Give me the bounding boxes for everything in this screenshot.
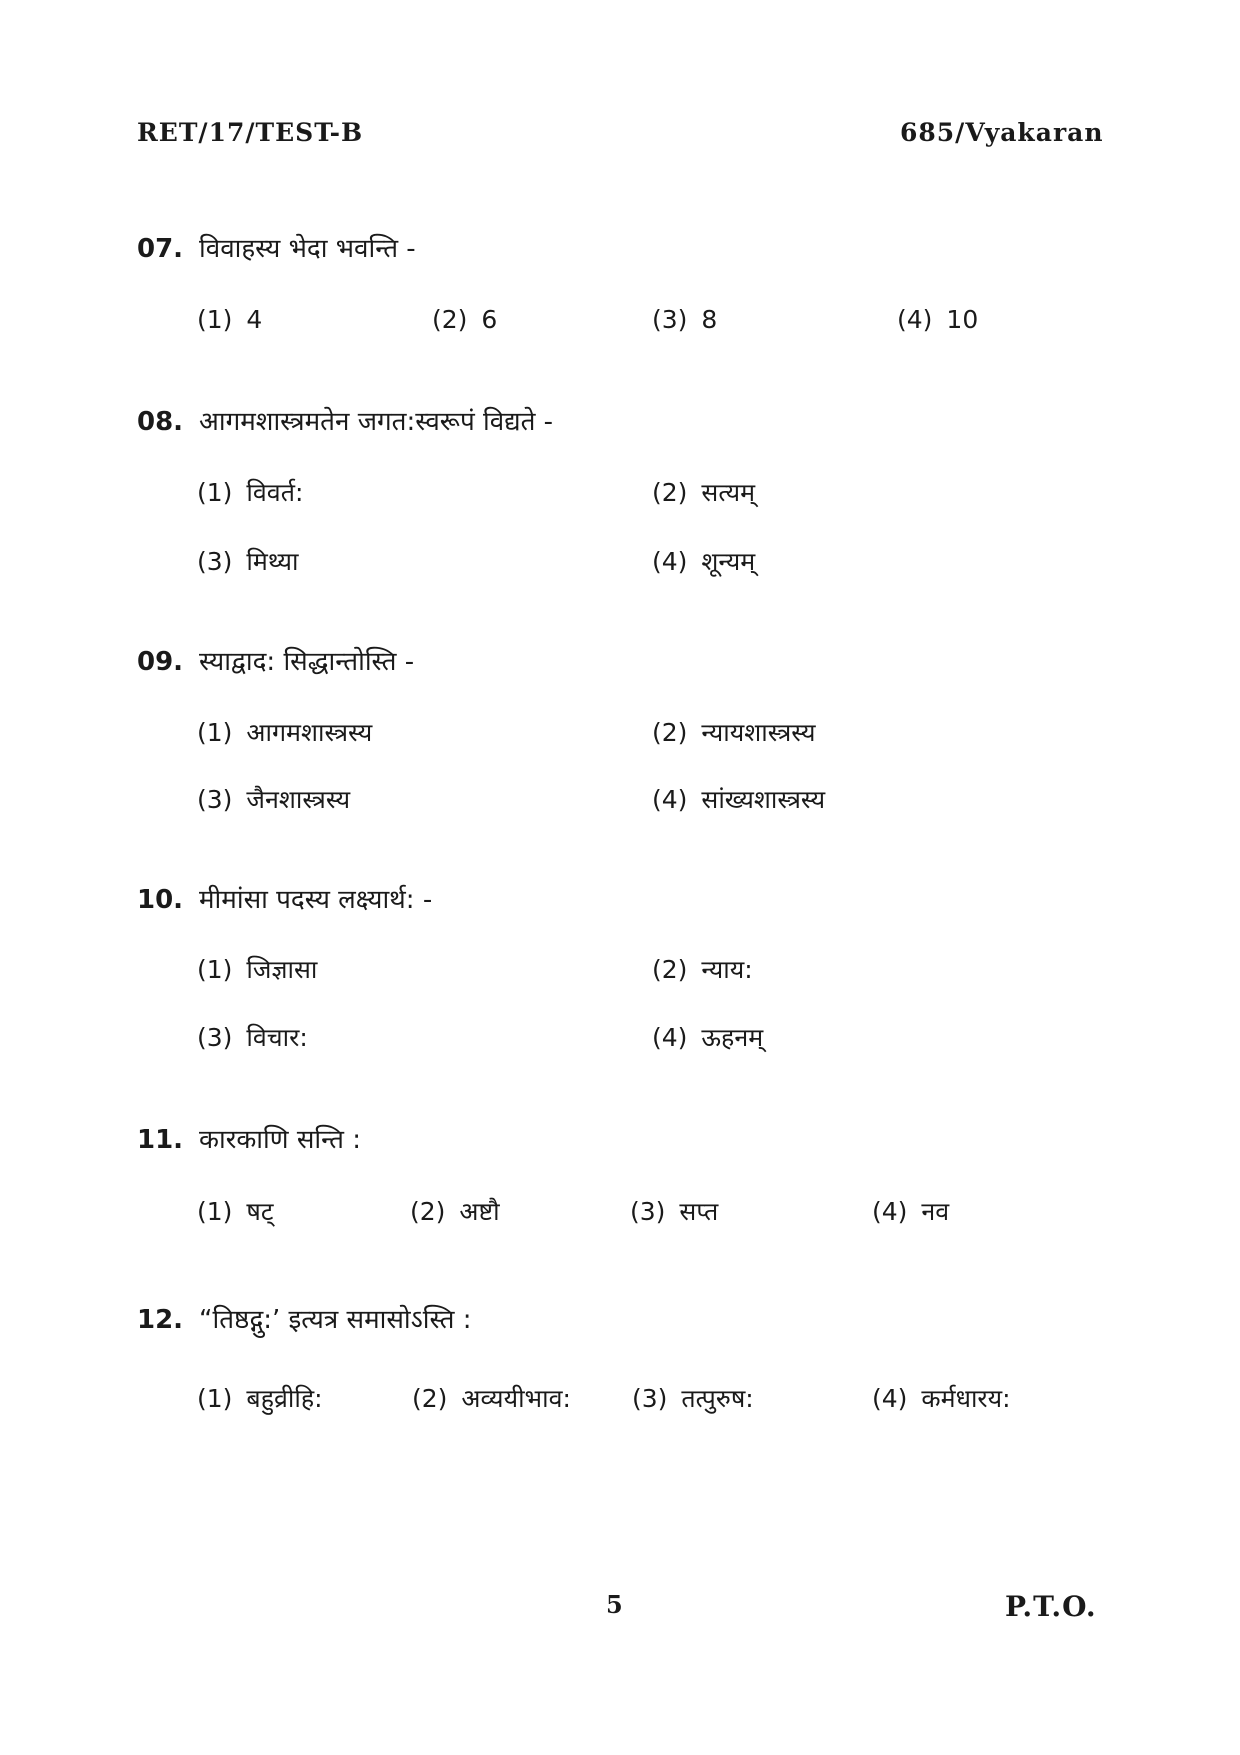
option-number: (2) [652,955,688,984]
option-number: (4) [652,1023,688,1052]
option-2 [652,953,753,987]
option-text: विचार: [246,1023,308,1052]
option-3 [652,303,717,337]
option-2 [432,303,497,337]
option-number: (2) [412,1384,448,1413]
option-2 [412,1382,571,1416]
option-number: (1) [197,478,233,507]
option-text: आगमशास्त्रस्य [246,718,373,747]
option-1 [197,716,372,750]
option-number: (1) [197,305,233,334]
option-number: (1) [197,718,233,747]
option-number: (3) [652,305,688,334]
question-number: 11. [137,1125,184,1155]
option-3 [197,1021,308,1055]
option-number: (2) [410,1197,446,1226]
option-text: 6 [481,305,498,334]
option-4 [652,783,825,817]
option-text: न्यायशास्त्रस्य [701,718,816,747]
question-number: 08. [137,407,184,437]
option-2 [652,476,755,510]
option-text: सप्त [679,1197,719,1226]
paper-code: RET/17/TEST-B [137,118,364,147]
option-text: बहुव्रीहि: [246,1384,323,1413]
question-10 [137,883,432,917]
option-number: (3) [197,785,233,814]
option-text: विवर्त: [246,478,304,507]
option-1 [197,476,303,510]
option-number: (4) [652,547,688,576]
option-number: (1) [197,1197,233,1226]
question-12 [137,1303,472,1337]
option-number: (1) [197,1384,233,1413]
option-text: 4 [246,305,263,334]
option-2 [652,716,816,750]
option-2 [410,1195,500,1229]
option-text: जैनशास्त्रस्य [246,785,351,814]
question-text: मीमांसा पदस्य लक्ष्यार्थ: - [199,885,433,915]
option-number: (3) [632,1384,668,1413]
option-text: षट् [246,1197,274,1226]
option-text: ऊहनम् [701,1023,764,1052]
question-text: कारकाणि सन्ति : [199,1125,361,1155]
option-3 [632,1382,754,1416]
option-number: (4) [897,305,933,334]
option-number: (2) [652,718,688,747]
option-3 [197,783,350,817]
option-text: जिज्ञासा [246,955,318,984]
option-1 [197,1382,323,1416]
question-number: 07. [137,234,184,264]
option-text: न्याय: [701,955,753,984]
option-3 [197,545,298,579]
question-11 [137,1123,361,1157]
option-text: 8 [701,305,718,334]
option-4 [652,545,755,579]
question-text: “तिष्ठद्गु:’ इत्यत्र समासोऽस्ति : [199,1305,472,1335]
option-text: 10 [946,305,979,334]
option-text: सांख्यशास्त्रस्य [701,785,826,814]
option-text: नव [921,1197,950,1226]
option-text: शून्यम् [701,547,756,576]
question-08 [137,405,553,439]
option-text: अव्ययीभाव: [461,1384,571,1413]
question-text: विवाहस्य भेदा भवन्ति - [199,234,416,264]
option-number: (4) [872,1197,908,1226]
page-number: 5 [606,1590,623,1619]
option-text: अष्टौ [459,1197,500,1226]
pto-label: P.T.O. [1005,1590,1097,1623]
subject-code: 685/Vyakaran [900,118,1104,147]
option-number: (2) [652,478,688,507]
question-number: 12. [137,1305,184,1335]
option-text: मिथ्या [246,547,299,576]
question-text: स्याद्वाद: सिद्धान्तोस्ति - [199,647,415,677]
option-text: कर्मधारय: [921,1384,1011,1413]
question-text: आगमशास्त्रमतेन जगत:स्वरूपं विद्यते - [199,407,554,437]
option-text: सत्यम् [701,478,756,507]
option-number: (3) [197,1023,233,1052]
option-4 [872,1382,1011,1416]
option-number: (3) [197,547,233,576]
option-number: (4) [872,1384,908,1413]
question-09 [137,645,414,679]
question-07 [137,232,416,266]
option-1 [197,1195,273,1229]
option-3 [630,1195,718,1229]
option-4 [897,303,978,337]
option-1 [197,953,317,987]
option-text: तत्पुरुष: [681,1384,754,1413]
question-number: 09. [137,647,184,677]
option-number: (2) [432,305,468,334]
option-number: (3) [630,1197,666,1226]
option-number: (1) [197,955,233,984]
option-4 [872,1195,949,1229]
option-number: (4) [652,785,688,814]
question-number: 10. [137,885,184,915]
option-4 [652,1021,763,1055]
option-1 [197,303,262,337]
